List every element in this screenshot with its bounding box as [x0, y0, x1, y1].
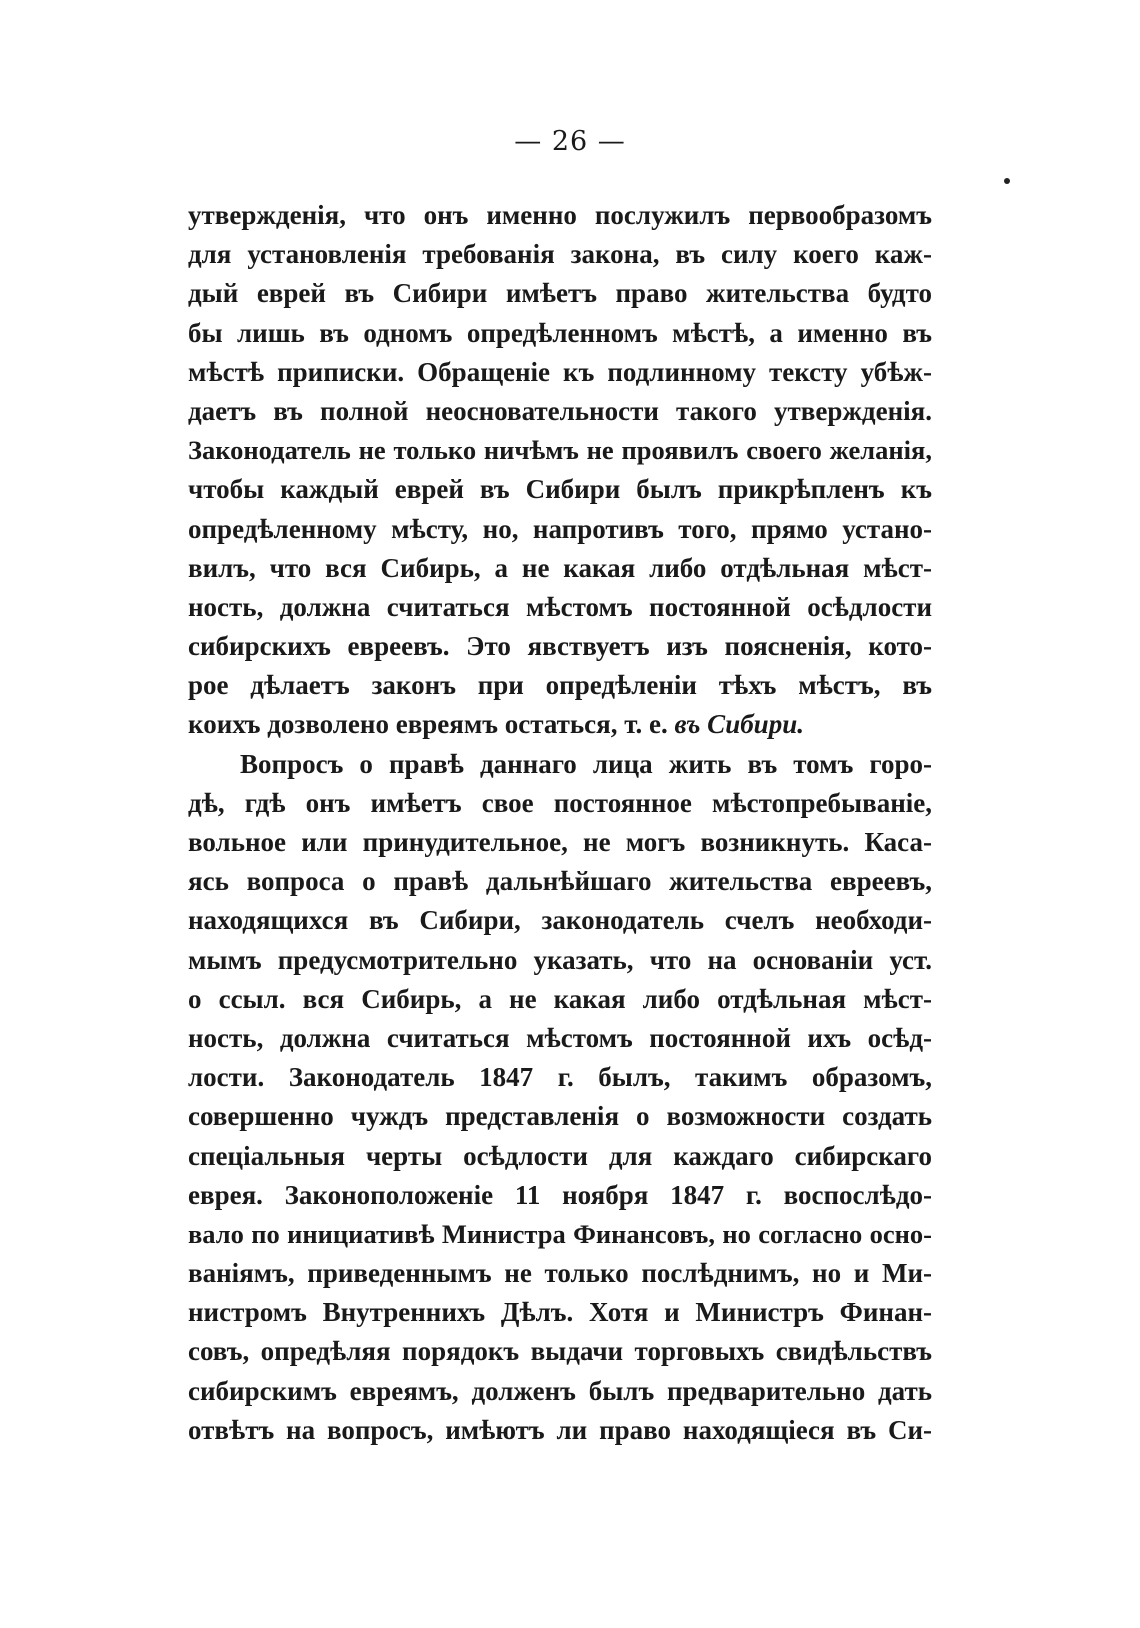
text-line: вольное или принудительное, не могъ возникнуть. Каса- — [188, 827, 932, 857]
page-number: — 26 — — [514, 126, 626, 157]
text-line: мымъ предусмотрительно указать, что на основаніи уст. — [188, 944, 932, 975]
text-line: спеціальныя черты осѣдлости для каждаго сибирскаго — [188, 1140, 932, 1171]
text-line: дый еврей въ Сибири имѣетъ право жительства будто — [188, 278, 932, 309]
text-line: о ссыл. вся Сибирь, а не какая либо отдѣльная мѣст- — [188, 983, 932, 1014]
text-line: опредѣленному мѣсту, но, напротивъ того, прямо устано- — [188, 513, 932, 544]
text-line-last — [188, 705, 932, 744]
text-line: мѣстѣ приписки. Обращеніе къ подлинному тексту убѣж- — [188, 356, 932, 387]
text-line: нистромъ Внутреннихъ Дѣлъ. Хотя и Министръ Финан- — [188, 1297, 932, 1328]
ink-speck — [1004, 178, 1010, 184]
text-line: утвержденія, что онъ именно послужилъ первообразомъ — [188, 200, 932, 230]
text-line: дѣ, гдѣ онъ имѣетъ свое постоянное мѣстопребываніе, — [188, 787, 932, 818]
text-line: Законодатель не только ничѣмъ не проявилъ своего желанія, — [188, 435, 932, 466]
text-line: чтобы каждый еврей въ Сибири былъ прикрѣпленъ къ — [188, 474, 932, 505]
italic-emphasis: въ Сибири. — [674, 709, 804, 740]
text-line: лости. Законодатель 1847 г. былъ, такимъ образомъ, — [188, 1062, 932, 1093]
text-line: совершенно чуждъ представленія о возможности создать — [188, 1101, 932, 1132]
text-line: вало по инициативѣ Министра Финансовъ, но согласно осно- — [188, 1218, 932, 1249]
text-line: ность, должна считаться мѣстомъ постоянной ихъ осѣд- — [188, 1022, 932, 1053]
text-line: сибирскихъ евреевъ. Это явствуетъ изъ поясненія, кото- — [188, 631, 932, 662]
text-line: вилъ, что вся Сибирь, а не какая либо отдѣльная мѣст- — [188, 552, 932, 583]
text-line: еврея. Законоположеніе 11 ноября 1847 г. воспослѣдо- — [188, 1179, 932, 1210]
text-line: даетъ въ полной неосновательности такого утвержденія. — [188, 395, 932, 426]
body-text — [188, 196, 932, 1450]
text-line: совъ, опредѣляя порядокъ выдачи торговыхъ свидѣльствъ — [188, 1336, 932, 1367]
text-line: находящихся въ Сибири, законодатель счелъ необходи- — [188, 905, 932, 936]
text-line: рое дѣлаетъ законъ при опредѣленіи тѣхъ мѣстъ, въ — [188, 670, 932, 701]
last-line-text: коихъ дозволено евреямъ остаться, т. е. — [188, 709, 675, 740]
text-line: ясь вопроса о правѣ дальнѣйшаго жительства евреевъ, — [188, 866, 932, 897]
text-line: сибирскимъ евреямъ, долженъ былъ предварительно дать — [188, 1375, 932, 1406]
text-line: ность, должна считаться мѣстомъ постоянной осѣдлости — [188, 591, 932, 622]
text-line: отвѣтъ на вопросъ, имѣютъ ли право находящіеся въ Си- — [188, 1414, 932, 1445]
text-line: ваніямъ, приведеннымъ не только послѣднимъ, но и Ми- — [188, 1258, 932, 1289]
text-line: бы лишь въ одномъ опредѣленномъ мѣстѣ, а именно въ — [188, 317, 932, 348]
text-line: для установленія требованія закона, въ силу коего каж- — [188, 239, 932, 270]
text-line-indented: Вопросъ о правѣ даннаго лица жить въ томъ горо- — [240, 748, 932, 779]
